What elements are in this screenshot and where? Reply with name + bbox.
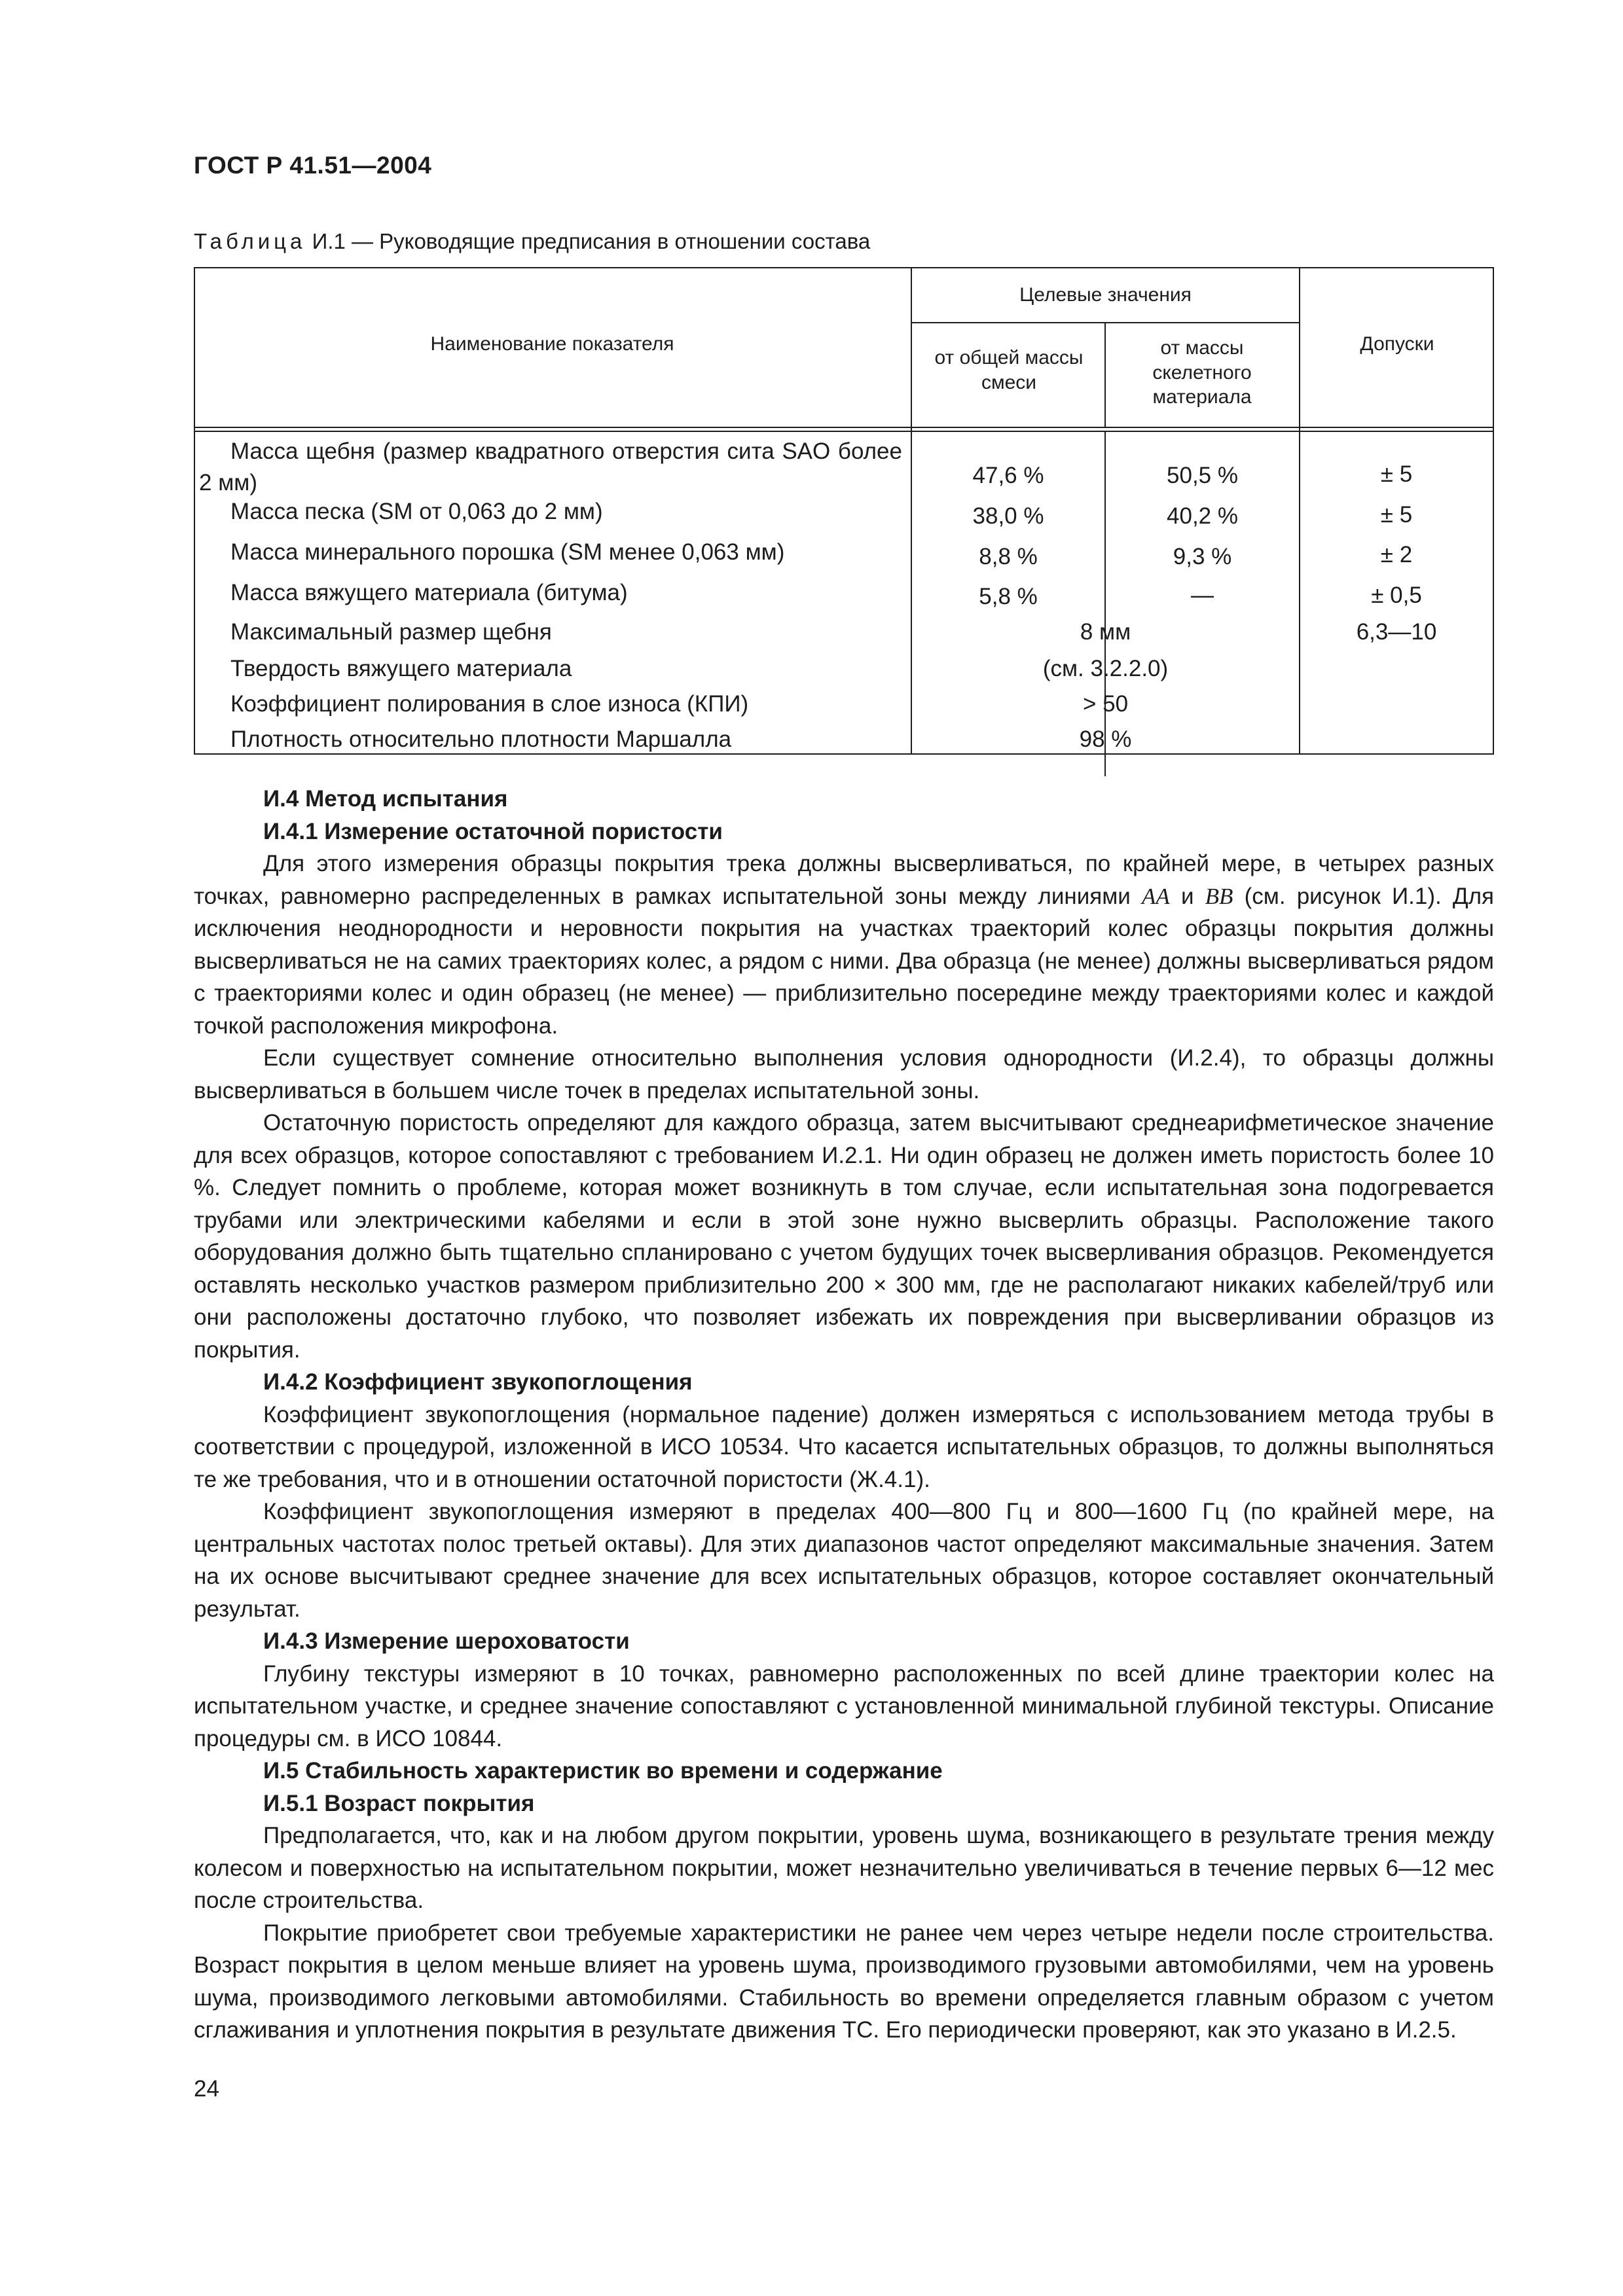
row-1-tolerance: ± 5 [1380, 461, 1413, 487]
table-caption-text: И.1 — Руководящие предписания в отношении состава [312, 229, 871, 253]
row-1-mix: 47,6 % [972, 463, 1044, 488]
row-7-value: > 50 [1082, 691, 1129, 717]
paragraph-i41-3: Остаточную пористость определяют для каждого образца, затем высчитывают среднеарифметическое значение для всех образцов, которое сопоставляют с требованием И.2.1. Ни один образец не должен иметь пористость более 10 %. Следует помнить о проблеме, которая может возникнуть в том случае, если испытательная зона подогревается трубами или электрическими кабелями и если в этой зоне нужно высверлить образцы. Расположение такого оборудования должно быть тщательно спланировано с учетом будущих точек высверливания образцов. Рекомендуется оставлять несколько участков размером приблизительно 200 × 300 мм, где не располагают никаких кабелей/труб или они расположены достаточно глубоко, что позволяет избежать их повреждения при высверливании образцов из покрытия. [194, 1110, 1494, 1363]
row-5-name: Максимальный размер щебня [230, 619, 552, 645]
row-2-name: Масса песка (SM от 0,063 до 2 мм) [230, 499, 603, 524]
header-of-skeleton-mass: от массы скелетного материала [1152, 337, 1252, 408]
header-target-values: Целевые значения [1019, 284, 1192, 306]
row-2-tolerance: ± 5 [1380, 502, 1413, 528]
row-3-skeleton: 9,3 % [1173, 544, 1232, 569]
header-of-mix-mass: от общей массы смеси [934, 347, 1084, 393]
row-7-name: Коэффициент полирования в слое износа (КПИ) [230, 691, 749, 717]
row-3-name: Масса минерального порошка (SM менее 0,063 мм) [230, 539, 785, 565]
row-4-tolerance: ± 0,5 [1371, 583, 1422, 608]
section-heading-i4: И.4 Метод испытания [263, 786, 508, 812]
row-4-mix: 5,8 % [979, 584, 1038, 609]
row-2-mix: 38,0 % [972, 503, 1044, 529]
paragraph-i43-1: Глубину текстуры измеряют в 10 точках, равномерно расположенных по всей длине траектории колес на испытательном участке, и среднее значение сопоставляют с установленной минимальной глубиной текстуры. Описание процедуры см. в ИСО 10844. [194, 1660, 1494, 1751]
row-8-name: Плотность относительно плотности Маршалла [230, 726, 732, 752]
section-heading-i51: И.5.1 Возраст покрытия [263, 1790, 535, 1816]
table-caption-label: Таблица [194, 229, 306, 253]
row-5-value: 8 мм [1080, 619, 1131, 645]
paragraph-i41-1 [194, 848, 1494, 1042]
table-subheader-line [911, 322, 1300, 323]
line-bb-label: BB [1205, 883, 1233, 909]
composition-table [194, 267, 1494, 755]
table-caption [194, 229, 870, 254]
paragraph-i42-2: Коэффициент звукопоглощения измеряют в пределах 400—800 Гц и 800—1600 Гц (по крайней мере, на центральных частотах полос третьей октавы). Для этих диапазонов частот определяют максимальные значения. Затем на их основе высчитывают среднее значение для всех испытательных образцов, которое составляет окончательный результат. [194, 1499, 1494, 1622]
row-3-mix: 8,8 % [979, 544, 1038, 569]
row-5-tolerance: 6,3—10 [1356, 619, 1437, 645]
header-tolerances: Допуски [1360, 333, 1434, 355]
section-heading-i5: И.5 Стабильность характеристик во времени и содержание [263, 1758, 943, 1784]
line-aa-label: AA [1142, 883, 1170, 909]
table-col-line-2-header [1104, 322, 1106, 427]
row-4-skeleton: — [1191, 583, 1214, 608]
header-indicator: Наименование показателя [430, 333, 674, 355]
row-2-skeleton: 40,2 % [1167, 503, 1238, 529]
row-4-name: Масса вяжущего материала (битума) [230, 580, 628, 605]
paragraph-i41-2: Если существует сомнение относительно выполнения условия однородности (И.2.4), то образцы должны высверливаться в большем числе точек в пределах испытательной зоны. [194, 1045, 1494, 1103]
row-1-name-text: Масса щебня (размер квадратного отверстия сита SAO более 2 мм) [199, 439, 902, 495]
row-1-name [199, 436, 902, 499]
document-body [194, 783, 1494, 2047]
row-1-skeleton: 50,5 % [1167, 463, 1238, 488]
conjunction-and: и [1180, 883, 1194, 909]
row-6-value: (см. 3.2.2.0) [1042, 656, 1169, 681]
paragraph-i41-1-a: Для этого измерения образцы покрытия трека должны высверливаться, по крайней мере, в четырех разных точках, равномерно распределенных в рамках испытательной зоны между линиями [194, 851, 1494, 909]
document-code: ГОСТ Р 41.51—2004 [194, 152, 432, 179]
section-heading-i43: И.4.3 Измерение шероховатости [263, 1628, 630, 1654]
row-6-name: Твердость вяжущего материала [230, 656, 572, 681]
paragraph-i51-1: Предполагается, что, как и на любом другом покрытии, уровень шума, возникающего в результате трения между колесом и поверхностью на испытательном покрытии, может незначительно увеличиваться в течение первых 6—12 мес после строительства. [194, 1823, 1494, 1913]
paragraph-i42-1: Коэффициент звукопоглощения (нормальное падение) должен измеряться с использованием метода трубы в соответствии с процедурой, изложенной в ИСО 10534. Что касается испытательных образцов, то должны выполняться те же требования, что и в отношении остаточной пористости (Ж.4.1). [194, 1401, 1494, 1492]
row-8-value: 98 % [1079, 726, 1132, 752]
paragraph-i41-1-b: (см. рисунок И.1). Для исключения неоднородности и неровности покрытия на участках траекторий колес образцы покрытия должны высверливаться не на самих траекториях колес, а рядом с ними. Два образца (не менее) должны высверливаться рядом с траекториями колес и один образец (не менее) — приблизительно посередине между траекториями колес и каждой точкой расположения микрофона. [194, 883, 1494, 1039]
page-number: 24 [194, 2076, 219, 2102]
paragraph-i51-2: Покрытие приобретет свои требуемые характеристики не ранее чем через четыре недели после строительства. Возраст покрытия в целом меньше влияет на уровень шума, производимого грузовыми автомобилями, чем на уровень шума, производимого легковыми автомобилями. Стабильность во времени определяется главным образом с учетом сглаживания и уплотнения покрытия в результате движения ТС. Его периодически проверяют, как это указано в И.2.5. [194, 1920, 1494, 2043]
section-heading-i42: И.4.2 Коэффициент звукопоглощения [263, 1369, 693, 1395]
row-3-tolerance: ± 2 [1380, 542, 1413, 567]
section-heading-i41: И.4.1 Измерение остаточной пористости [263, 818, 723, 844]
